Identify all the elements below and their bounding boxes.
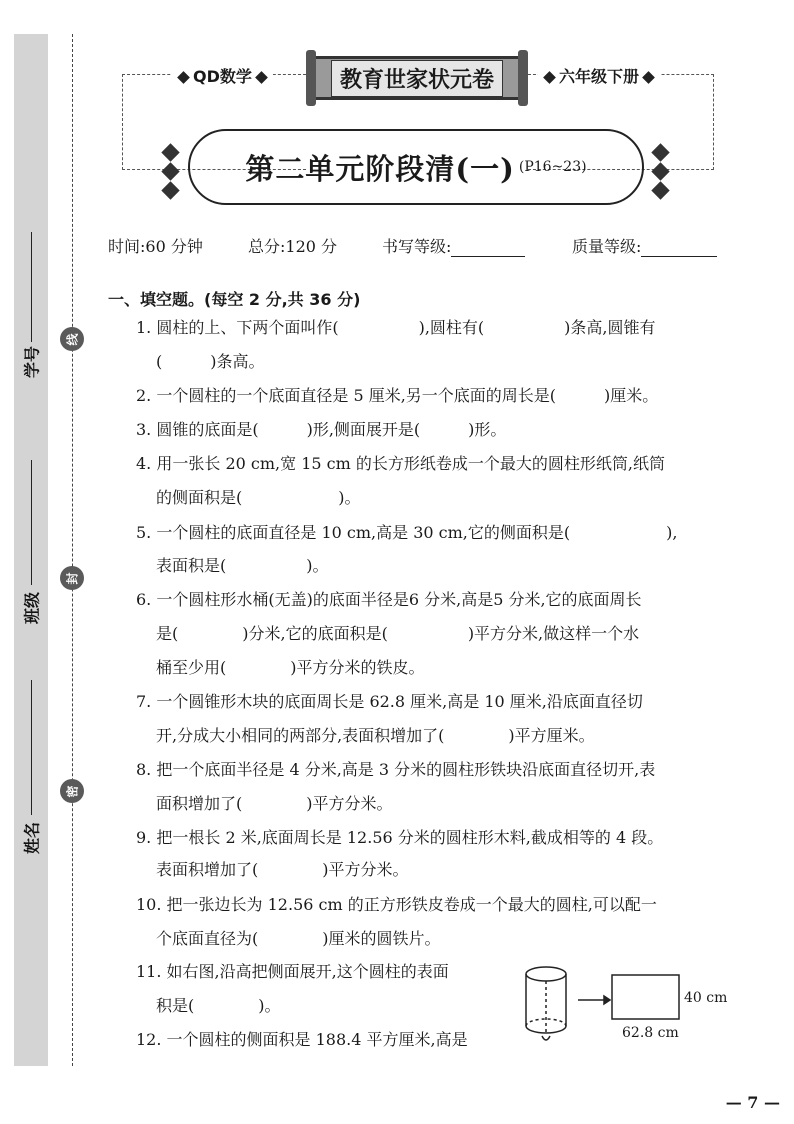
scroll-rod-right — [518, 50, 528, 106]
question-line: 桶至少用( )平方分米的铁皮。 — [156, 658, 425, 677]
question-line: 个底面直径为( )厘米的圆铁片。 — [156, 929, 441, 948]
diamond-icon — [543, 71, 556, 84]
student-id-label: 学号 — [22, 345, 42, 379]
bind-mark-line: 线 — [60, 327, 84, 351]
name-label: 姓名 — [22, 821, 42, 855]
question-line: 10. 把一张边长为 12.56 cm 的正方形铁皮卷成一个最大的圆柱,可以配一 — [136, 895, 657, 914]
question-line: 5. 一个圆柱的底面直径是 10 cm,高是 30 cm,它的侧面积是( ), — [136, 523, 678, 542]
class-label: 班级 — [22, 591, 42, 625]
diamond-stack-left — [164, 140, 177, 203]
question-line: 的侧面积是( )。 — [156, 488, 361, 507]
question-line: 积是( )。 — [156, 996, 281, 1015]
question-line: 3. 圆锥的底面是( )形,侧面展开是( )形。 — [136, 420, 507, 439]
writing-grade-blank — [451, 239, 525, 257]
question-line: 开,分成大小相同的两部分,表面积增加了( )平方厘米。 — [156, 726, 595, 745]
question-line: 4. 用一张长 20 cm,宽 15 cm 的长方形纸卷成一个最大的圆柱形纸筒,纸筒 — [136, 454, 665, 473]
name-blank — [31, 680, 32, 815]
page-number: — 7 — — [725, 1093, 780, 1112]
diamond-icon — [642, 71, 655, 84]
scroll-body — [316, 56, 518, 100]
bind-mark-secret: 密 — [60, 779, 84, 803]
section-title: 一、填空题。(每空 2 分,共 36 分) — [108, 290, 361, 309]
diamond-icon — [255, 71, 268, 84]
question-line: 表面积增加了( )平方分米。 — [156, 860, 409, 879]
bind-mark-seal: 封 — [60, 566, 84, 590]
question-line: 是( )分米,它的底面积是( )平方分米,做这样一个水 — [156, 624, 640, 643]
page-range: (P16~23) — [518, 159, 587, 175]
question-line: 9. 把一根长 2 米,底面周长是 12.56 分米的圆柱形木料,截成相等的 4 段。 — [136, 828, 664, 847]
subject-label: QD数学 — [172, 64, 273, 87]
diamond-stack-right — [654, 140, 667, 203]
question-line: 12. 一个圆柱的侧面积是 188.4 平方厘米,高是 — [136, 1030, 468, 1049]
time-info: 时间:60 分钟 — [108, 237, 203, 256]
unit-title: 第二单元阶段清(一) — [245, 151, 515, 186]
total-score: 总分:120 分 — [248, 237, 338, 256]
binding-dash-line — [72, 34, 73, 1066]
quality-grade: 质量等级: — [572, 234, 717, 257]
question-line: 6. 一个圆柱形水桶(无盖)的底面半径是6 分米,高是5 分米,它的底面周长 — [136, 590, 642, 609]
class-blank — [31, 460, 32, 585]
series-scroll — [306, 50, 528, 106]
title-banner — [188, 129, 644, 205]
writing-grade: 书写等级: — [382, 234, 525, 257]
question-line: 7. 一个圆锥形木块的底面周长是 62.8 厘米,高是 10 厘米,沿底面直径切 — [136, 692, 643, 711]
question-line: 2. 一个圆柱的一个底面直径是 5 厘米,另一个底面的周长是( )厘米。 — [136, 386, 659, 405]
scroll-rod-left — [306, 50, 316, 106]
question-line: 8. 把一个底面半径是 4 分米,高是 3 分米的圆柱形铁块沿底面直径切开,表 — [136, 760, 656, 779]
series-title: 教育世家状元卷 — [331, 60, 503, 97]
quality-grade-blank — [641, 239, 717, 257]
question-line: 面积增加了( )平方分米。 — [156, 794, 393, 813]
question-line: 表面积是( )。 — [156, 556, 329, 575]
question-line: ( )条高。 — [156, 352, 265, 371]
question-line: 1. 圆柱的上、下两个面叫作( ),圆柱有( )条高,圆锥有 — [136, 318, 656, 337]
rect-height-label: 40 cm — [684, 990, 728, 1006]
grade-label: 六年级下册 — [538, 64, 660, 87]
question-line: 11. 如右图,沿高把侧面展开,这个圆柱的表面 — [136, 962, 449, 981]
rect-width-label: 62.8 cm — [622, 1025, 679, 1041]
student-id-blank — [31, 232, 32, 342]
diamond-icon — [177, 71, 190, 84]
cylinder-figure — [520, 960, 760, 1060]
